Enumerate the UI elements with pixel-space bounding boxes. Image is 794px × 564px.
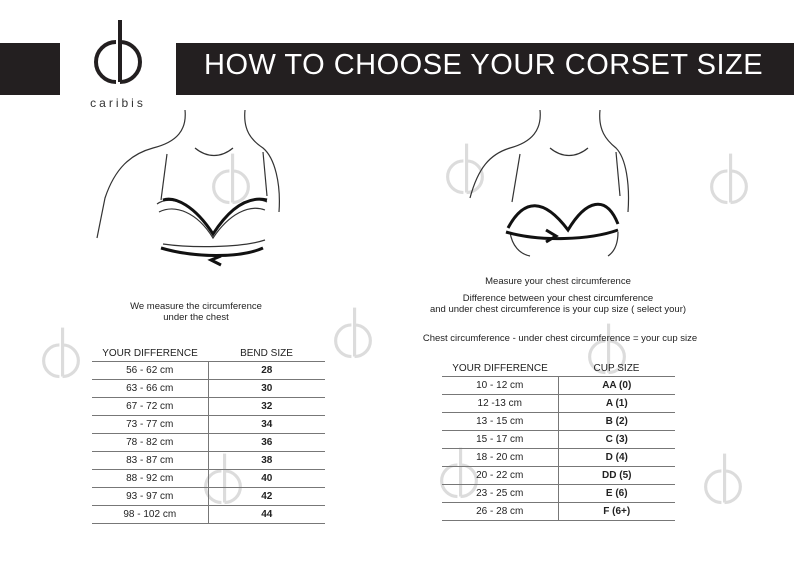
cup-cell: F (6+) [558, 503, 675, 521]
table-header-row [442, 363, 675, 377]
watermark-logo-icon [318, 306, 388, 366]
table-row [92, 416, 325, 434]
left-caption-line1: We measure the circumference [130, 301, 262, 312]
size-cell: 32 [208, 398, 325, 416]
table-row [442, 377, 675, 395]
table-header-row [92, 348, 325, 362]
difference-cell: 88 - 92 cm [92, 470, 208, 488]
difference-cell: 13 - 15 cm [442, 413, 558, 431]
difference-cell: 10 - 12 cm [442, 377, 558, 395]
difference-cell: 67 - 72 cm [92, 398, 208, 416]
watermark-logo-icon [694, 152, 764, 212]
table-row [92, 488, 325, 506]
difference-cell: 93 - 97 cm [92, 488, 208, 506]
cup-cell: AA (0) [558, 377, 675, 395]
table-row [442, 431, 675, 449]
difference-cell: 15 - 17 cm [442, 431, 558, 449]
col-header-bend-size: BEND SIZE [208, 348, 325, 362]
table-row [92, 452, 325, 470]
cup-cell: B (2) [558, 413, 675, 431]
table-row [92, 470, 325, 488]
brand-name: caribis [90, 96, 146, 110]
difference-cell: 98 - 102 cm [92, 506, 208, 524]
difference-cell: 23 - 25 cm [442, 485, 558, 503]
right-caption-line1: Difference between your chest circumference [462, 293, 654, 304]
table-row [92, 380, 325, 398]
table-row [442, 503, 675, 521]
watermark-logo-icon [26, 326, 96, 386]
right-caption-line2: and under chest circumference is your cup size ( select your) [429, 304, 687, 315]
watermark-logo-icon [688, 452, 758, 512]
cup-cell: A (1) [558, 395, 675, 413]
brand-logo [60, 14, 176, 114]
difference-cell: 12 -13 cm [442, 395, 558, 413]
difference-cell: 73 - 77 cm [92, 416, 208, 434]
col-header-difference: YOUR DIFFERENCE [442, 363, 558, 377]
formula-text: Chest circumference - under chest circumference = your cup size [422, 333, 698, 344]
size-cell: 30 [208, 380, 325, 398]
table-row [92, 434, 325, 452]
difference-cell: 18 - 20 cm [442, 449, 558, 467]
table-row [442, 413, 675, 431]
table-row [442, 467, 675, 485]
bust-measure-illustration-icon [440, 108, 640, 258]
size-cell: 42 [208, 488, 325, 506]
difference-cell: 83 - 87 cm [92, 452, 208, 470]
right-caption-top: Measure your chest circumference [485, 276, 631, 287]
size-cell: 38 [208, 452, 325, 470]
cup-cell: C (3) [558, 431, 675, 449]
size-cell: 28 [208, 362, 325, 380]
difference-cell: 26 - 28 cm [442, 503, 558, 521]
cup-cell: DD (5) [558, 467, 675, 485]
underbust-measure-illustration-icon [95, 108, 295, 278]
table-row [442, 449, 675, 467]
table-row [92, 362, 325, 380]
difference-cell: 20 - 22 cm [442, 467, 558, 485]
difference-cell: 63 - 66 cm [92, 380, 208, 398]
col-header-difference: YOUR DIFFERENCE [92, 348, 208, 362]
cup-cell: E (6) [558, 485, 675, 503]
size-cell: 36 [208, 434, 325, 452]
col-header-cup-size: CUP SIZE [558, 363, 675, 377]
bend-size-table [92, 348, 325, 524]
cup-cell: D (4) [558, 449, 675, 467]
left-caption [96, 301, 296, 323]
right-caption [408, 293, 708, 315]
cup-size-table [442, 363, 675, 521]
difference-cell: 78 - 82 cm [92, 434, 208, 452]
logo-mark-icon [76, 18, 160, 94]
page-title: HOW TO CHOOSE YOUR CORSET SIZE [204, 49, 764, 81]
size-cell: 34 [208, 416, 325, 434]
left-caption-line2: under the chest [163, 312, 229, 323]
table-row [92, 398, 325, 416]
size-cell: 44 [208, 506, 325, 524]
difference-cell: 56 - 62 cm [92, 362, 208, 380]
table-row [92, 506, 325, 524]
table-row [442, 395, 675, 413]
size-cell: 40 [208, 470, 325, 488]
table-row [442, 485, 675, 503]
